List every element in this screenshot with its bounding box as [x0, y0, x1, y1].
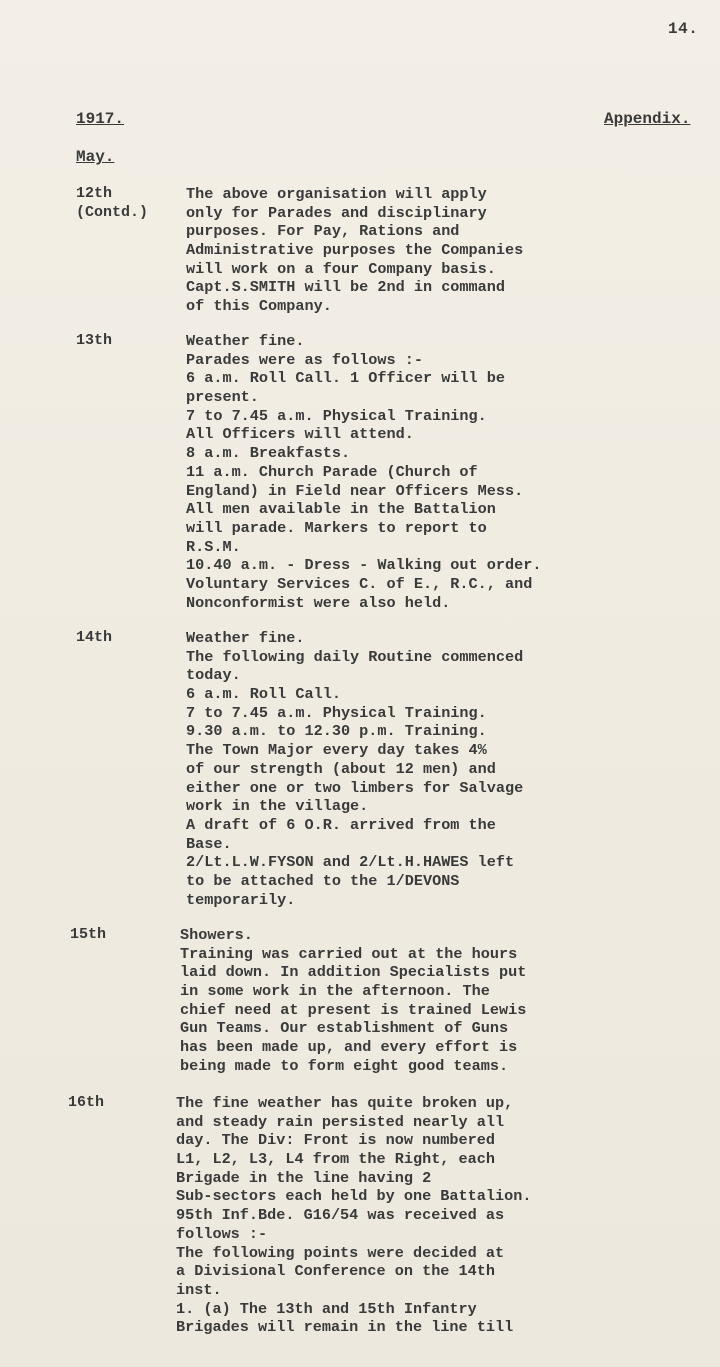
text-line: The following daily Routine commenced — [186, 647, 524, 666]
text-line: of this Company. — [186, 297, 332, 316]
text-line: Training was carried out at the hours — [180, 944, 518, 963]
text-line: and steady rain persisted nearly all — [176, 1112, 505, 1131]
text-line: Brigades will remain in the line till — [176, 1318, 514, 1337]
text-line: Administrative purposes the Companies — [186, 241, 524, 260]
text-line: The above organisation will apply — [186, 185, 487, 203]
text-line: follows :- — [176, 1224, 268, 1243]
text-line: Voluntary Services C. of E., R.C., and — [186, 574, 533, 593]
text-line: 7 to 7.45 a.m. Physical Training. — [186, 703, 487, 722]
text-line: will parade. Markers to report to — [186, 518, 487, 537]
text-line: in some work in the afternoon. The — [180, 982, 490, 1001]
entry-date: 16th — [68, 1094, 105, 1111]
entry-date: 12th (Contd.) — [76, 185, 149, 221]
text-line: A draft of 6 O.R. arrived from the — [186, 815, 496, 834]
text-line: 11 a.m. Church Parade (Church of — [186, 462, 478, 481]
text-line: Sub-sectors each held by one Battalion. — [176, 1187, 532, 1206]
text-line: temporarily. — [186, 890, 296, 909]
page-number: 14. — [668, 20, 699, 38]
text-line: 7 to 7.45 a.m. Physical Training. — [186, 406, 487, 425]
text-line: work in the village. — [186, 797, 369, 816]
text-line: Capt.S.SMITH will be 2nd in command — [186, 278, 505, 297]
text-line: either one or two limbers for Salvage — [186, 778, 524, 797]
entry-date: 15th — [70, 926, 107, 943]
text-line: The following points were decided at — [176, 1243, 505, 1262]
text-line: a Divisional Conference on the 14th — [176, 1262, 495, 1281]
entry-text — [186, 185, 523, 316]
text-line: All men available in the Battalion — [186, 500, 496, 519]
text-line: 6 a.m. Roll Call. — [186, 685, 341, 704]
text-line: Gun Teams. Our establishment of Guns — [180, 1019, 509, 1038]
appendix-heading: Appendix. — [604, 110, 691, 128]
entry-text — [176, 1094, 531, 1337]
text-line: All Officers will attend. — [186, 425, 414, 444]
text-line: R.S.M. — [186, 537, 241, 556]
text-line: L1, L2, L3, L4 from the Right, each — [176, 1150, 495, 1169]
text-line: Showers. — [180, 926, 253, 944]
text-line: only for Parades and disciplinary — [186, 203, 487, 222]
text-line: Weather fine. — [186, 332, 305, 350]
text-line: 1. (a) The 13th and 15th Infantry — [176, 1299, 477, 1318]
text-line: laid down. In addition Specialists put — [180, 963, 527, 982]
text-line: purposes. For Pay, Rations and — [186, 222, 460, 241]
text-line: chief need at present is trained Lewis — [180, 1000, 527, 1019]
text-line: Weather fine. — [186, 629, 305, 647]
text-line: The fine weather has quite broken up, — [176, 1094, 514, 1112]
text-line: of our strength (about 12 men) and — [186, 759, 496, 778]
entry-text — [180, 926, 526, 1076]
text-line: day. The Div: Front is now numbered — [176, 1131, 495, 1150]
year-heading: 1917. — [76, 110, 125, 128]
text-line: being made to form eight good teams. — [180, 1056, 509, 1075]
text-line: Brigade in the line having 2 — [176, 1168, 432, 1187]
text-line: today. — [186, 666, 241, 685]
text-line: will work on a four Company basis. — [186, 259, 496, 278]
text-line: 9.30 a.m. to 12.30 p.m. Training. — [186, 722, 487, 741]
entry-text — [186, 332, 541, 612]
text-line: England) in Field near Officers Mess. — [186, 481, 524, 500]
entry-date: 13th — [76, 332, 113, 349]
month-heading: May. — [76, 148, 115, 166]
text-line: has been made up, and every effort is — [180, 1038, 518, 1057]
text-line: Nonconformist were also held. — [186, 593, 451, 612]
text-line: present. — [186, 388, 259, 407]
text-line: inst. — [176, 1280, 222, 1299]
entry-text — [186, 629, 523, 909]
text-line: to be attached to the 1/DEVONS — [186, 871, 460, 890]
text-line: 10.40 a.m. - Dress - Walking out order. — [186, 556, 542, 575]
text-line: 2/Lt.L.W.FYSON and 2/Lt.H.HAWES left — [186, 853, 515, 872]
entry-date: 14th — [76, 629, 113, 646]
text-line: 6 a.m. Roll Call. 1 Officer will be — [186, 369, 505, 388]
text-line: Parades were as follows :- — [186, 350, 423, 369]
text-line: Base. — [186, 834, 232, 853]
text-line: 8 a.m. Breakfasts. — [186, 444, 351, 463]
text-line: The Town Major every day takes 4% — [186, 741, 487, 760]
text-line: 95th Inf.Bde. G16/54 was received as — [176, 1206, 505, 1225]
